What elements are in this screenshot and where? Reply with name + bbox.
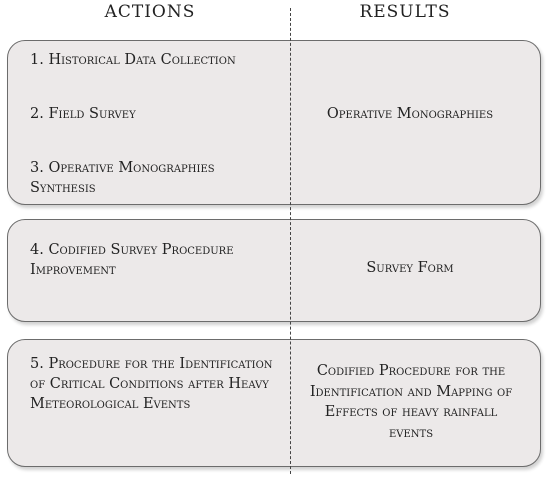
result-2: Survey Form [366, 260, 454, 276]
action-item-1: 1. Historical Data Collection [30, 52, 236, 68]
action-item-2: 2. Field Survey [30, 106, 136, 122]
action-item-5: 5. Procedure for the Identification of Critical Conditions after Heavy Meteorological Events [30, 356, 273, 412]
result-1: Operative Monographies [326, 106, 494, 122]
result-3: Codified Procedure for the Identification and Mapping of Effects of heavy rainfall events [309, 363, 513, 441]
action-item-3: 3. Operative Monographies Synthesis [30, 160, 215, 196]
column-divider [290, 8, 291, 474]
actions-header: ACTIONS [104, 2, 196, 22]
action-item-4: 4. Codified Survey Procedure Improvement [30, 242, 234, 278]
results-header: RESULTS [359, 2, 451, 22]
